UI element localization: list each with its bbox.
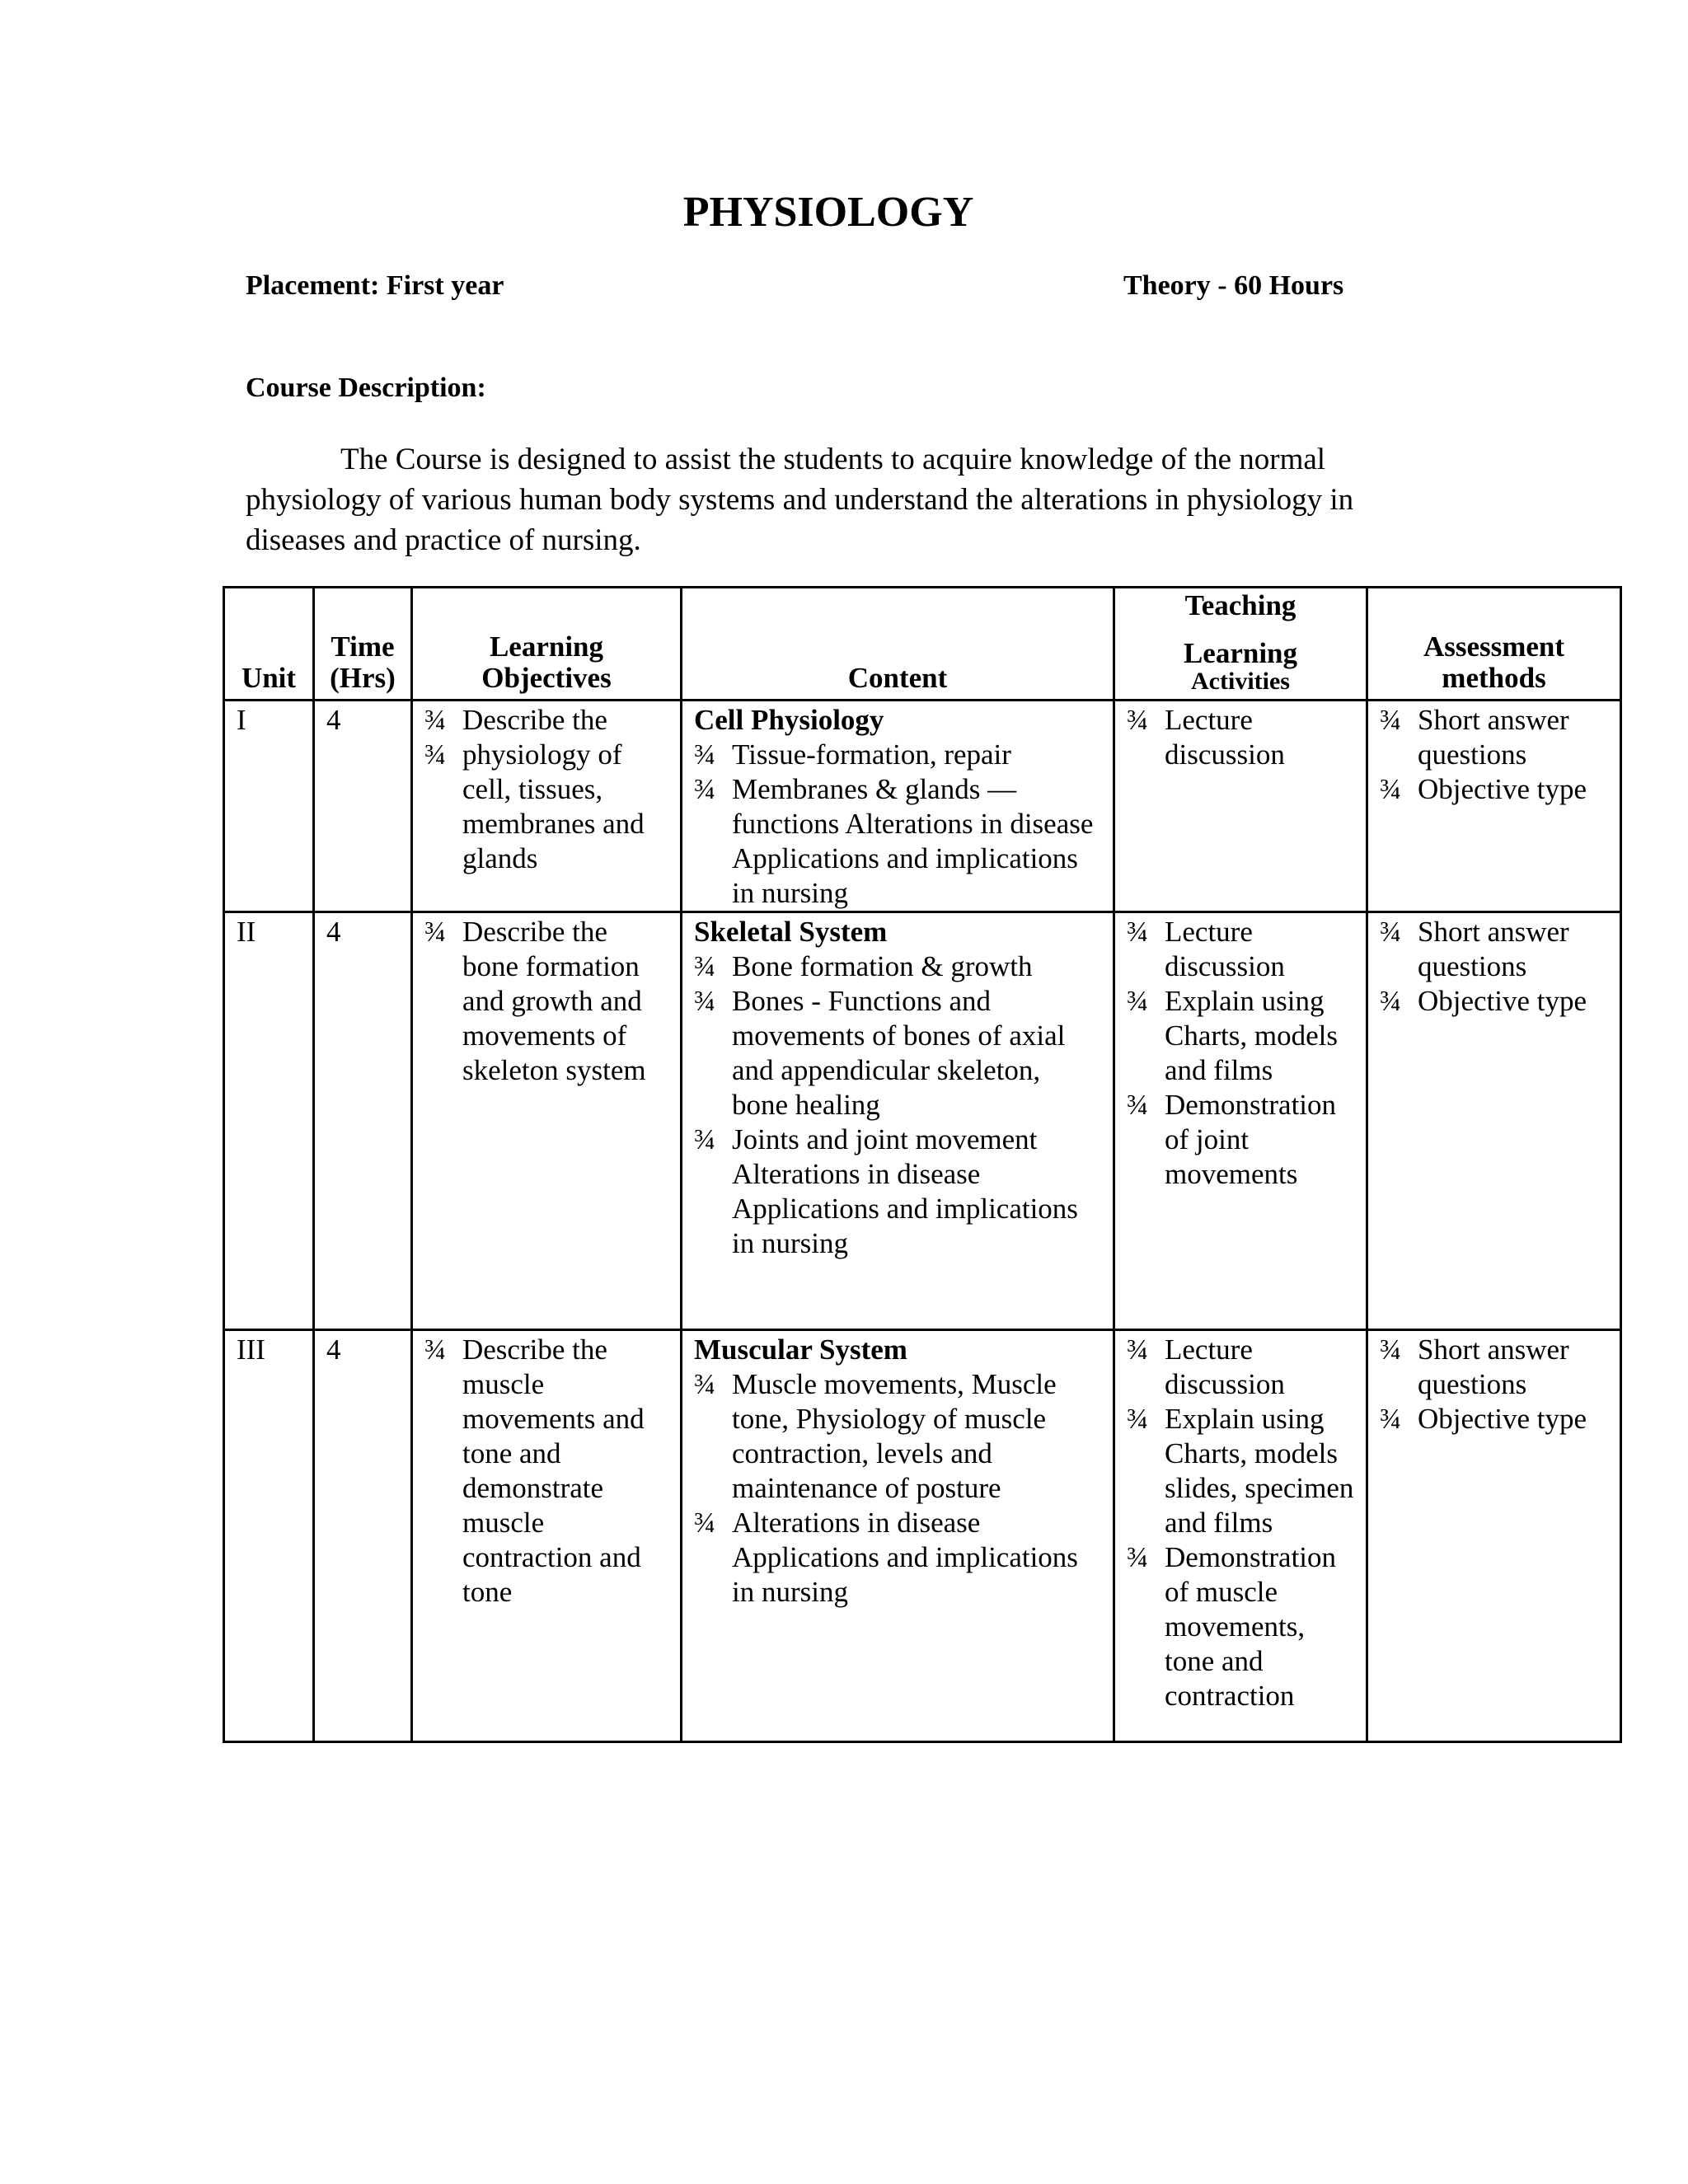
cell-content: Cell Physiology ¾ Tissue-formation, repair ¾ Membranes & glands — functions Alterations in disease Applications and implications in nursing <box>682 701 1114 912</box>
table-row <box>224 912 1621 1330</box>
cell-time: 4 <box>314 912 412 1330</box>
table-row <box>224 701 1621 912</box>
cell-activities: ¾ Lecture discussion <box>1114 701 1367 912</box>
placement-label: Placement: First year <box>246 270 504 301</box>
cell-unit: II <box>224 912 314 1330</box>
cell-unit: III <box>224 1330 314 1742</box>
cell-assessment: ¾ Short answer questions ¾ Objective type <box>1367 1330 1621 1742</box>
cell-content: Skeletal System ¾ Bone formation & growth ¾ Bones - Functions and movements of bones of axial and appendicular skeleton, bone healing ¾ Joints and joint movement Alterations in disease Applications and implications in nursing <box>682 912 1114 1330</box>
theory-hours-label: Theory - 60 Hours <box>1123 270 1344 301</box>
header-content: Content <box>682 588 1114 701</box>
header-objectives: Learning Objectives <box>412 588 682 701</box>
page-title: PHYSIOLOGY <box>682 189 974 236</box>
table-header-row <box>224 588 1621 701</box>
cell-objectives: ¾ Describe the ¾ physiology of cell, tissues, membranes and glands <box>412 701 682 912</box>
cell-objectives: ¾ Describe the bone formation and growth and movements of skeleton system <box>412 912 682 1330</box>
cell-time: 4 <box>314 701 412 912</box>
cell-activities: ¾ Lecture discussion ¾ Explain using Charts, models and films ¾ Demonstration of joint movements <box>1114 912 1367 1330</box>
cell-assessment: ¾ Short answer questions ¾ Objective type <box>1367 912 1621 1330</box>
syllabus-table <box>223 586 1622 1743</box>
course-description-text: The Course is designed to assist the students to acquire knowledge of the normal physiology of various human body systems and understand the alterations in physiology in diseases and practice of nursing. <box>246 443 1354 557</box>
cell-objectives: ¾ Describe the muscle movements and tone and demonstrate muscle contraction and tone <box>412 1330 682 1742</box>
course-description-heading: Course Description: <box>246 373 486 403</box>
cell-time: 4 <box>314 1330 412 1742</box>
cell-activities: ¾ Lecture discussion ¾ Explain using Charts, models slides, specimen and films ¾ Demonstration of muscle movements, tone and contraction <box>1114 1330 1367 1742</box>
header-time: Time (Hrs) <box>314 588 412 701</box>
header-unit: Unit <box>224 588 314 701</box>
table-row <box>224 1330 1621 1742</box>
header-activities: Teaching Learning Activities <box>1114 588 1367 701</box>
cell-assessment: ¾ Short answer questions ¾ Objective type <box>1367 701 1621 912</box>
cell-content: Muscular System ¾ Muscle movements, Muscle tone, Physiology of muscle contraction, levels and maintenance of posture ¾ Alterations in disease Applications and implications in nursing <box>682 1330 1114 1742</box>
cell-unit: I <box>224 701 314 912</box>
header-assessment: Assessment methods <box>1367 588 1621 701</box>
